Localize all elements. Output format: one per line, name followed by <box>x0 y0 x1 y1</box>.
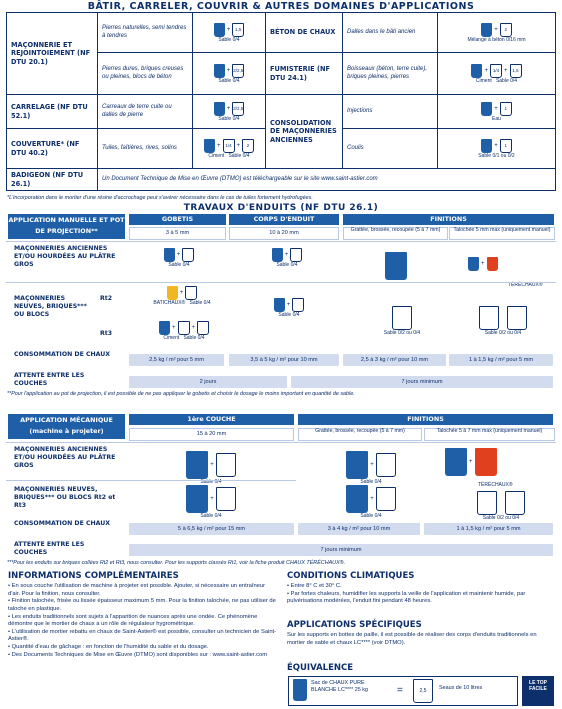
bucket-icon <box>197 321 209 335</box>
bucket-icon: 2/2,5 <box>232 64 244 78</box>
row1-talochee-icons: + <box>468 255 498 273</box>
manual-footnote: **Pour l'application au pot de projection, il est possible de ne pas appliquer le gobetis et choisir le dosage le moins important en quantité de sable. <box>7 391 355 397</box>
mech-row2-label: MAÇONNERIES NEUVES, BRIQUES*** OU BLOCS Rt2 et Rt3 <box>14 486 116 509</box>
lime-bag-icon <box>274 298 285 312</box>
desc-maconnerie-1: Pierres naturelles, semi tendres à tendres <box>98 13 193 53</box>
top-title: BÂTIR, CARRELER, COUVRIR & AUTRES DOMAINES D'APPLICATIONS <box>87 1 475 12</box>
row-label-fumisterie: FUMISTERIE (NF DTU 24.1) <box>266 53 343 95</box>
info-item: • Finition talochée, frisée ou lissée épaisseur maximum 5 mm. Pour la finition talochée, ne pas utiliser de taloche en plastique. <box>8 598 276 612</box>
mech-terechaux-label: TÉRÉCHAUX® <box>478 482 513 488</box>
mech-row2-couche: + Sable 0/4 <box>170 484 252 520</box>
caption: Ciment Sable 0/4 <box>208 152 250 159</box>
bucket-icon <box>182 248 194 262</box>
lime-bag-icon <box>346 485 368 513</box>
bucket-icon <box>292 298 304 312</box>
caption: Eau <box>492 115 501 122</box>
lime-bag-icon <box>272 248 283 262</box>
attente-2: 7 jours minimum <box>291 376 553 388</box>
row-label-couverture: COUVERTURE* (NF DTU 40.2) <box>7 129 98 169</box>
bucket-icon <box>477 491 497 515</box>
row-label-carrelage: CARRELAGE (NF DTU 52.1) <box>7 95 98 129</box>
mech-conso-label: CONSOMMATION DE CHAUX <box>14 520 111 527</box>
lime-bag-icon <box>164 248 175 262</box>
specif-text: Sur les supports en bottes de paille, il est possible de réaliser des corps d'enduits traditionnels en mortier de sable et chaux LC**** (voir DTMO). <box>287 632 537 646</box>
mech-row1-label: MAÇONNERIES ANCIENNES ET/OU HOURDÉES AU PLÂTRE GROS <box>14 446 116 469</box>
bucket-icon: 1 <box>500 102 512 116</box>
bucket-icon <box>507 306 527 330</box>
climat-item: • Entre 8° C et 30° C. <box>287 583 342 589</box>
lime-bag-icon <box>293 679 307 701</box>
top-facile-logo: LE TOP FACILE <box>522 676 554 706</box>
caption: Mélange à béton 0/16 mm <box>467 36 526 43</box>
bucket-icon <box>376 453 396 477</box>
mech-footnote: ***Pour les enduits sur briques collées Rt2 et Rt3, nous consulter. Pour les supports classés Rt1, voir la fiche produit CHAUX TÉRÉCHAUX®. <box>7 560 346 566</box>
mech-row2 <box>6 480 296 481</box>
sub-finition-grattee: Grattée, brossée, recoupée (5 à 7 mm) <box>343 227 448 240</box>
equiv-bag-text: Sac de CHAUX PURE BLANCHE LC**** 25 kg <box>311 680 368 694</box>
bucket-icon: 1/4 <box>223 139 235 153</box>
manual-row1-label: MAÇONNERIES ANCIENNES ET/OU HOURDÉES AU PLÂTRE GROS <box>14 245 116 268</box>
enduits-title: TRAVAUX D'ENDUITS (NF DTU 26.1) <box>183 203 379 213</box>
bucket-icon <box>185 286 197 300</box>
row-label-consolidation: CONSOLIDATION DE MAÇONNERIES ANCIENNES <box>266 95 343 169</box>
mech-header: APPLICATION MÉCANIQUE (machine à projeter) <box>8 414 125 439</box>
specif-title: APPLICATIONS SPÉCIFIQUES <box>287 620 422 630</box>
sub-finition-talochee: Talochée 5 mm max (uniquement manuel) <box>449 227 555 240</box>
mech-row1 <box>6 442 556 443</box>
mech-conso-2: 3 à 4 kg / m² pour 10 mm <box>298 523 420 535</box>
info-item: • L'utilisation de mortier rebattu en chaux de Saint-Astier® est possible, consulter un technicien de Saint-Astier®. <box>8 628 277 643</box>
manual-conso-label: CONSOMMATION DE CHAUX <box>14 351 111 358</box>
bucket-icon <box>376 487 396 511</box>
climat-list <box>287 583 555 606</box>
mech-conso-3: 1 à 1,5 kg / m² pour 5 mm <box>424 523 553 535</box>
info-item: • Les enduits traditionnels sont sujets à l'apparition de nuances après une ondée. Ce phénomène démontre que le mortier de chaux a un rôle de régulateur hygrométrique. <box>8 613 258 628</box>
lime-bag-icon <box>385 252 407 280</box>
row1-corps-dosage: + Sable 0/4 <box>256 247 318 269</box>
bucket-icon: 2,5 <box>413 679 433 703</box>
dosage-injections: + 1 Eau <box>438 95 556 129</box>
manual-header: APPLICATION MANUELLE ET POT DE PROJECTION** <box>8 214 125 239</box>
sub-mech-grattee: Grattée, brossée, recoupée (5 à 7 mm) <box>298 428 422 441</box>
lime-bag-icon <box>481 139 492 153</box>
desc-injections: Injections <box>343 95 438 129</box>
lime-bag-icon <box>214 23 225 37</box>
equiv-box <box>288 676 518 706</box>
top-footnote: *L'incorporation dans le mortier d'une résine d'accrochage peut s'avérer nécessaire dans le cas de tuiles fortement hydrofugées. <box>7 195 313 201</box>
terechaux-bag-icon <box>475 448 497 476</box>
manual-attente-label: ATTENTE ENTRE LES COUCHES <box>14 372 85 387</box>
desc-badigeon: Un Document Technique de Mise en Œuvre (DTMO) est téléchargeable sur le site www.saint-astier.com <box>98 169 556 191</box>
climat-item: • Par fortes chaleurs, humidifier les supports la veille de l'application et maintenir humide, par pulvérisations modérées, l'enduit fini pendant 48 heures. <box>287 590 526 605</box>
equiv-title: ÉQUIVALENCE <box>287 663 354 673</box>
bucket-icon <box>479 306 499 330</box>
col-premiere-couche: 1ère COUCHE <box>129 414 294 425</box>
bucket-icon: 2/2,5 <box>232 102 244 116</box>
col-finitions: FINITIONS <box>343 214 554 225</box>
bucket-icon: 2 <box>500 23 512 37</box>
bucket-icon: 1,5 <box>232 23 244 37</box>
bucket-icon <box>216 453 236 477</box>
dosage-fumisterie: + 1/4 + 1,5 Ciment Sable 0/4 <box>438 53 556 95</box>
sub-mech-talochee: Talochée 5 à 7 mm max (uniquement manuel) <box>424 428 555 441</box>
conso-finition-talochee: 1 à 1,5 kg / m² pour 5 mm <box>449 354 553 366</box>
info-item: • En sous couche l'utilisation de machine à projeter est possible. Ajouter, si nécessaire un entraîneur d'air. Pour la finition, nous consulter. <box>8 583 266 597</box>
lime-bag-icon <box>445 448 467 476</box>
bucket-icon: 1/4 <box>490 64 502 78</box>
manual-row2-label: MAÇONNERIES NEUVES, BRIQUES*** OU BLOCS <box>14 295 87 318</box>
row2-corps-dosage: + Sable 0/4 <box>258 297 320 319</box>
mech-attente: 7 jours minimum <box>129 544 553 556</box>
mech-attente-label: ATTENTE ENTRE LES COUCHES <box>14 541 85 556</box>
sub-gobetis: 3 à 5 mm <box>129 227 226 240</box>
info-list <box>8 583 278 659</box>
rt2-label: Rt2 <box>100 295 113 302</box>
row2-finition-dosage: Sable 0/2 ou 0/4 <box>365 305 439 337</box>
conso-finition-grattee: 2,5 à 3 kg / m² pour 10 mm <box>343 354 446 366</box>
bucket-icon <box>178 321 190 335</box>
desc-couverture: Tuiles, faîtières, rives, solins <box>98 129 193 169</box>
lime-bag-icon <box>186 451 208 479</box>
conso-corps: 3,5 à 5 kg / m² pour 10 mm <box>229 354 339 366</box>
attente-1: 2 jours <box>129 376 287 388</box>
col-mech-finitions: FINITIONS <box>298 414 553 425</box>
col-gobetis: GOBETIS <box>129 214 226 225</box>
lime-bag-icon <box>214 102 225 116</box>
dosage-maconnerie-1: + 1,5 Sable 0/4 <box>193 13 266 53</box>
dosage-couverture: + 1/4 + 2 Ciment Sable 0/4 <box>193 129 266 169</box>
mech-row2-talochee: Sable 0/2 ou 0/4 <box>455 490 547 522</box>
bucket-icon <box>216 487 236 511</box>
row1-finition-bucket <box>385 252 407 280</box>
mech-conso-1: 5 à 6,5 kg / m² pour 15 mm <box>129 523 294 535</box>
info-item: • Des Documents Techniques de Mise en Œuvre (DTMO) sont disponibles sur : www.saint-astier.com <box>8 651 268 658</box>
rt3-gobetis-dosage: + + Ciment Sable 0/4 <box>140 320 228 342</box>
info-title: INFORMATIONS COMPLÉMENTAIRES <box>8 571 179 581</box>
lime-bag-icon <box>346 451 368 479</box>
rt3-label: Rt3 <box>100 330 113 337</box>
lime-bag-icon <box>214 64 225 78</box>
desc-maconnerie-2: Pierres dures, briques creuses ou pleines, blocs de béton <box>98 53 193 95</box>
terechaux-label: TÉRÉCHAUX® <box>508 282 543 288</box>
lime-bag-icon <box>471 64 482 78</box>
desc-beton: Dalles dans le bâti ancien <box>343 13 438 53</box>
lime-bag-icon <box>159 321 170 335</box>
batichaux-bag-icon <box>167 286 178 300</box>
row1-gobetis-dosage: + Sable 0/4 <box>148 247 210 269</box>
bucket-icon <box>505 491 525 515</box>
caption: Sable 0/4 <box>218 115 240 122</box>
row-label-beton: BÉTON DE CHAUX <box>266 13 343 53</box>
lime-bag-icon <box>481 23 492 37</box>
sub-corps: 10 à 20 mm <box>229 227 339 240</box>
info-item: • Quantité d'eau de gâchage : en fonction de l'humidité du sable et du dosage. <box>8 644 209 651</box>
bucket-icon <box>290 248 302 262</box>
bucket-icon <box>392 306 412 330</box>
mech-row1-couche: + Sable 0/4 <box>170 450 252 486</box>
row-label-badigeon: BADIGEON (NF DTU 26.1) <box>7 169 98 191</box>
equals-icon: = <box>397 685 403 696</box>
dosage-carrelage: + 2/2,5 Sable 0/4 <box>193 95 266 129</box>
caption: Sable 0/1 ou 0/2 <box>478 152 515 159</box>
row-label-maconnerie: MAÇONNERIE ET REJOINTOIEMENT (NF DTU 20.1) <box>7 13 98 95</box>
lime-bag-icon <box>468 257 479 271</box>
bucket-icon: 1,5 <box>510 64 522 78</box>
lime-bag-icon <box>186 485 208 513</box>
applications-table <box>6 12 556 191</box>
caption: Ciment Sable 0/4 <box>475 77 518 84</box>
climat-title: CONDITIONS CLIMATIQUES <box>287 571 415 581</box>
dosage-beton: + 2 Mélange à béton 0/16 mm <box>438 13 556 53</box>
col-corps: CORPS D'ENDUIT <box>229 214 339 225</box>
lime-bag-icon <box>481 102 492 116</box>
mech-row2-grattee: + Sable 0/4 <box>330 484 412 520</box>
sub-premiere-couche: 15 à 20 mm <box>129 428 294 441</box>
caption: Sable 0/4 <box>218 77 240 84</box>
rt2-gobetis-dosage: + BATICHAUX® Sable 0/4 <box>140 285 224 307</box>
mech-talochee-icons: + <box>445 448 497 476</box>
dosage-maconnerie-2: + 2/2,5 Sable 0/4 <box>193 53 266 95</box>
caption: Sable 0/4 <box>218 36 240 43</box>
mech-row1-grattee: + Sable 0/4 <box>330 450 412 486</box>
desc-carrelage: Carreaux de terre cuite ou dalles de pierre <box>98 95 193 129</box>
terechaux-bag-icon <box>487 257 498 271</box>
bucket-icon: 1 <box>500 139 512 153</box>
desc-coulis: Coulis <box>343 129 438 169</box>
desc-fumisterie: Boisseaux (béton, terre cuite), briques pleines, pierres <box>343 53 438 95</box>
conso-gobetis: 2,5 kg / m² pour 5 mm <box>129 354 224 366</box>
lime-bag-icon <box>204 139 215 153</box>
row2-talochee-dosage: Sable 0/2 ou 0/4 <box>460 305 546 337</box>
equiv-caption: Seaux de 10 litres <box>439 685 483 691</box>
dosage-coulis: + 1 Sable 0/1 ou 0/2 <box>438 129 556 169</box>
bucket-icon: 2 <box>242 139 254 153</box>
